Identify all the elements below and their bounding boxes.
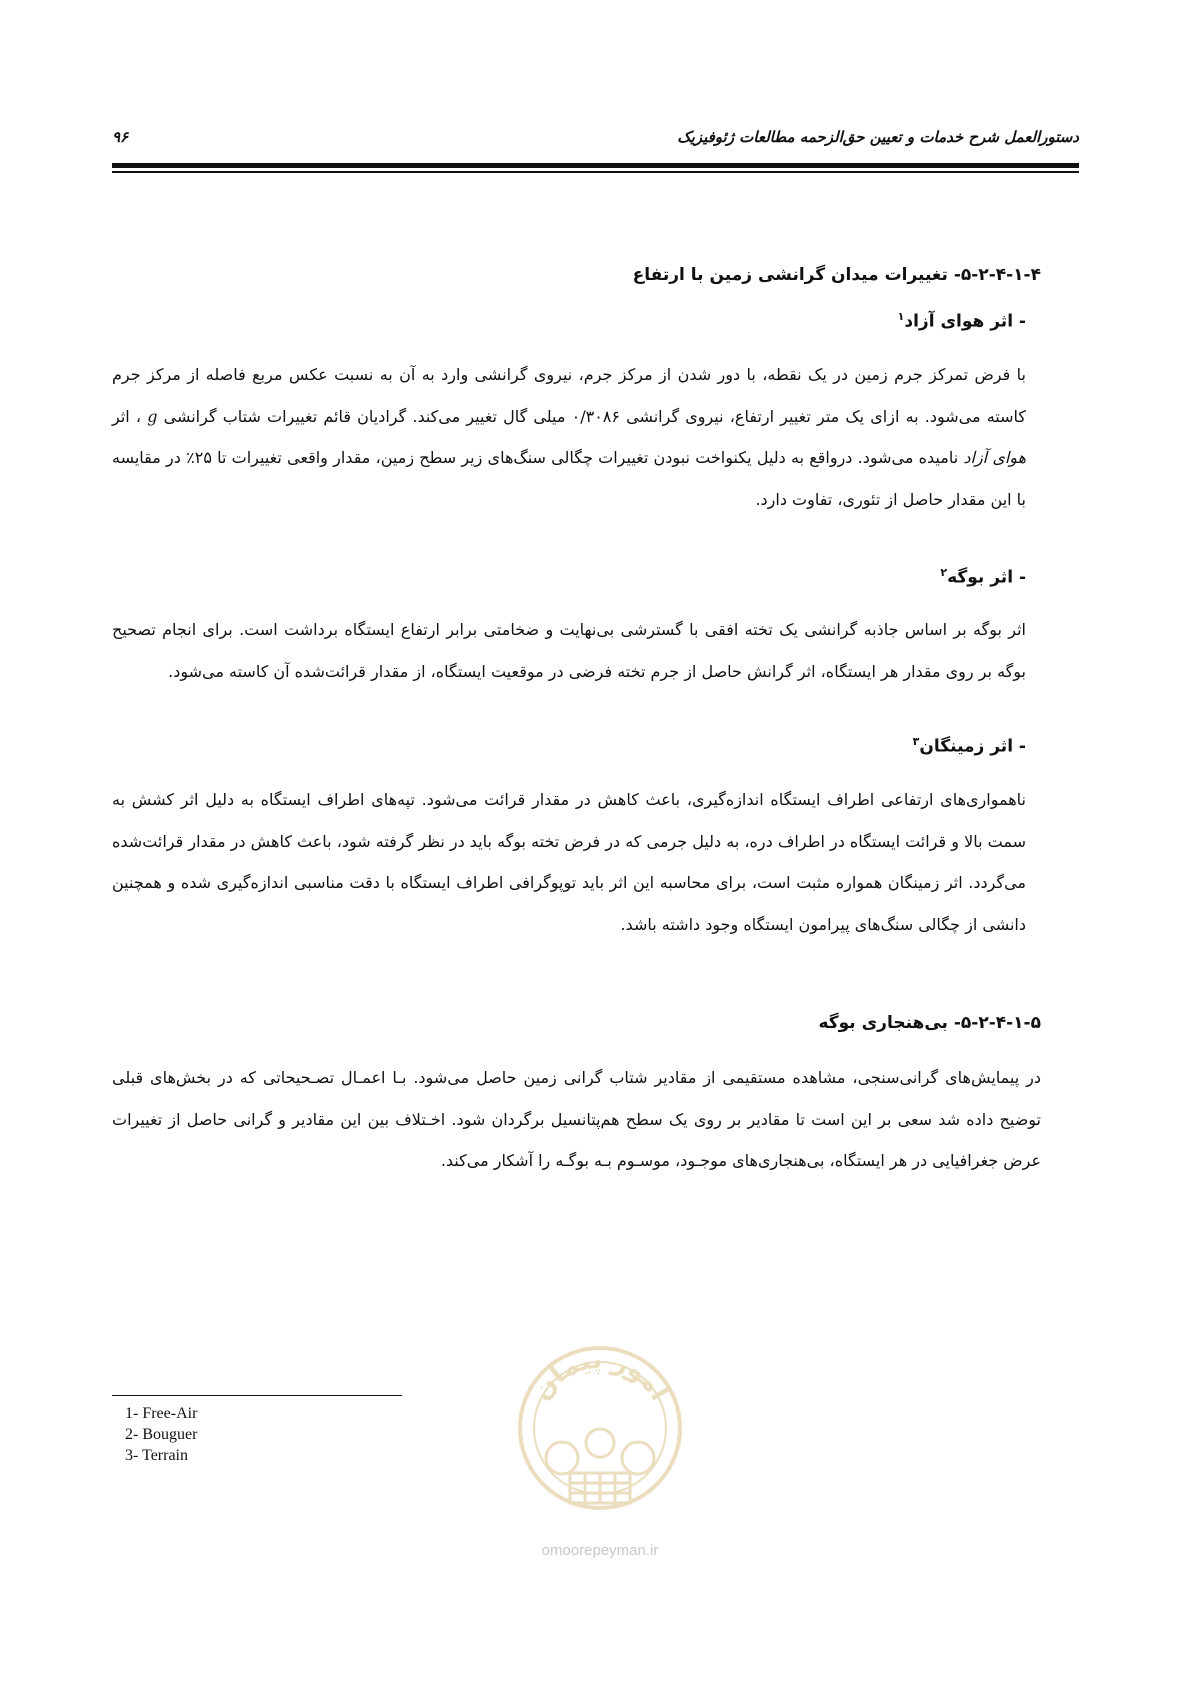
footnotes — [125, 1403, 197, 1466]
header-title: دستورالعمل شرح خدمات و تعیین حق‌الزحمه مطالعات ژئوفیزیک — [677, 128, 1079, 146]
free-air-term: هوای آزاد — [963, 448, 1027, 467]
paragraph-terrain: ناهمواری‌های ارتفاعی اطراف ایستگاه اندازه‌گیری، باعث کاهش در مقدار قرائت می‌شود. تپه‌های اطراف ایستگاه به دلیل اثر کشش به سمت بالا و قرائت ایستگاه در اطراف دره، به دلیل جرمی که در فرض تخته بوگه باید در نظر گرفته شود، باعث کاهش در مقدار قرائت‌شده می‌گردد. اثر زمینگان همواره مثبت است، برای محاسبه این اثر باید توپوگرافی اطراف ایستگاه با دقت مناسبی اندازه‌گیری شده و همچنین دانشی از چگالی سنگ‌های پیرامون ایستگاه وجود داشته باشد. — [112, 790, 1026, 934]
footnote-ref-2: ۲ — [940, 566, 948, 579]
footnote-3: 3- Terrain — [125, 1447, 188, 1464]
header-rule-thick — [112, 163, 1079, 168]
paragraph-free-air — [112, 354, 1026, 520]
header-rule-thin — [112, 171, 1079, 173]
subheading-bouguer-label: - اثر بوگه — [947, 567, 1026, 588]
section-heading-bouguer-anomaly: ۵-۲-۴-۱-۵- بی‌هنجاری بوگه — [818, 1013, 1041, 1033]
g-symbol: g — [147, 406, 158, 426]
subheading-bouguer — [940, 566, 1026, 588]
watermark-site-text: omoorepeyman.ir — [541, 1542, 659, 1559]
subheading-free-air — [898, 310, 1026, 332]
page-header — [112, 128, 1079, 158]
free-air-text-2: ، اثر — [112, 406, 142, 426]
footnote-ref-1: ۱ — [897, 310, 905, 323]
free-air-text-1: با فرض تمرکز جرم زمین در یک نقطه، با دور شدن از مرکز جرم، نیروی گرانشی وارد به آن به نسبت عکس مربع فاصله از مرکز جرم کاسته می‌شود. به ازای یک متر تغییر ارتفاع، نیروی گرانشی ۰/۳۰۸۶ میلی گال تغییر می‌کند. گرادیان قائم تغییرات شتاب گرانشی — [112, 365, 1026, 426]
subheading-terrain-label: - اثر زمینگان — [919, 736, 1026, 757]
footnote-2: 2- Bouguer — [125, 1426, 198, 1443]
footnote-1: 1- Free-Air — [125, 1405, 198, 1422]
watermark-logo — [500, 1318, 700, 1568]
watermark-logo-text: امور پیمان — [526, 1344, 675, 1406]
paragraph-bouguer-anomaly: در پیمایش‌های گرانی‌سنجی، مشاهده مستقیمی از مقادیر شتاب گرانی زمین حاصل می‌شود. بـا اعمـال تصـحیحاتی که در بخش‌های قبلی توضیح داده شد سعی بر این است تا مقادیر بر روی یک سطح هم‌پتانسیل برگردان شود. اخـتلاف بین این مقادیر و گرانی حاصل از تغییرات عرض جغرافیایی در هر ایستگاه، بی‌هنجاری‌های موجـود، موسـوم بـه بوگـه را آشکار می‌کند. — [112, 1068, 1041, 1170]
subheading-free-air-label: - اثر هوای آزاد — [904, 311, 1026, 332]
section-heading-gravity-elevation: ۵-۲-۴-۱-۴- تغییرات میدان گرانشی زمین با ارتفاع — [632, 265, 1041, 285]
subheading-terrain — [913, 735, 1026, 757]
page-number: ۹۶ — [112, 128, 129, 146]
footnote-divider — [112, 1395, 402, 1396]
free-air-text-3: نامیده می‌شود. درواقع به دلیل یکنواخت نبودن تغییرات چگالی سنگ‌های زیر سطح زمین، مقدار واقعی تغییرات تا ۲۵٪ در مقایسه با این مقدار حاصل از تئوری، تفاوت دارد. — [112, 448, 1026, 509]
svg-text:امور پیمان — [526, 1345, 674, 1406]
paragraph-bouguer: اثر بوگه بر اساس جاذبه گرانشی یک تخته افقی با گسترشی بی‌نهایت و ضخامتی برابر ارتفاع ایستگاه برداشت است. برای انجام تصحیح بوگه بر روی مقدار هر ایستگاه، اثر گرانش حاصل از جرم تخته فرضی در موقعیت ایستگاه، از مقدار قرائت‌شده آن کاسته می‌شود. — [112, 620, 1026, 681]
footnote-ref-3: ۳ — [912, 735, 920, 748]
